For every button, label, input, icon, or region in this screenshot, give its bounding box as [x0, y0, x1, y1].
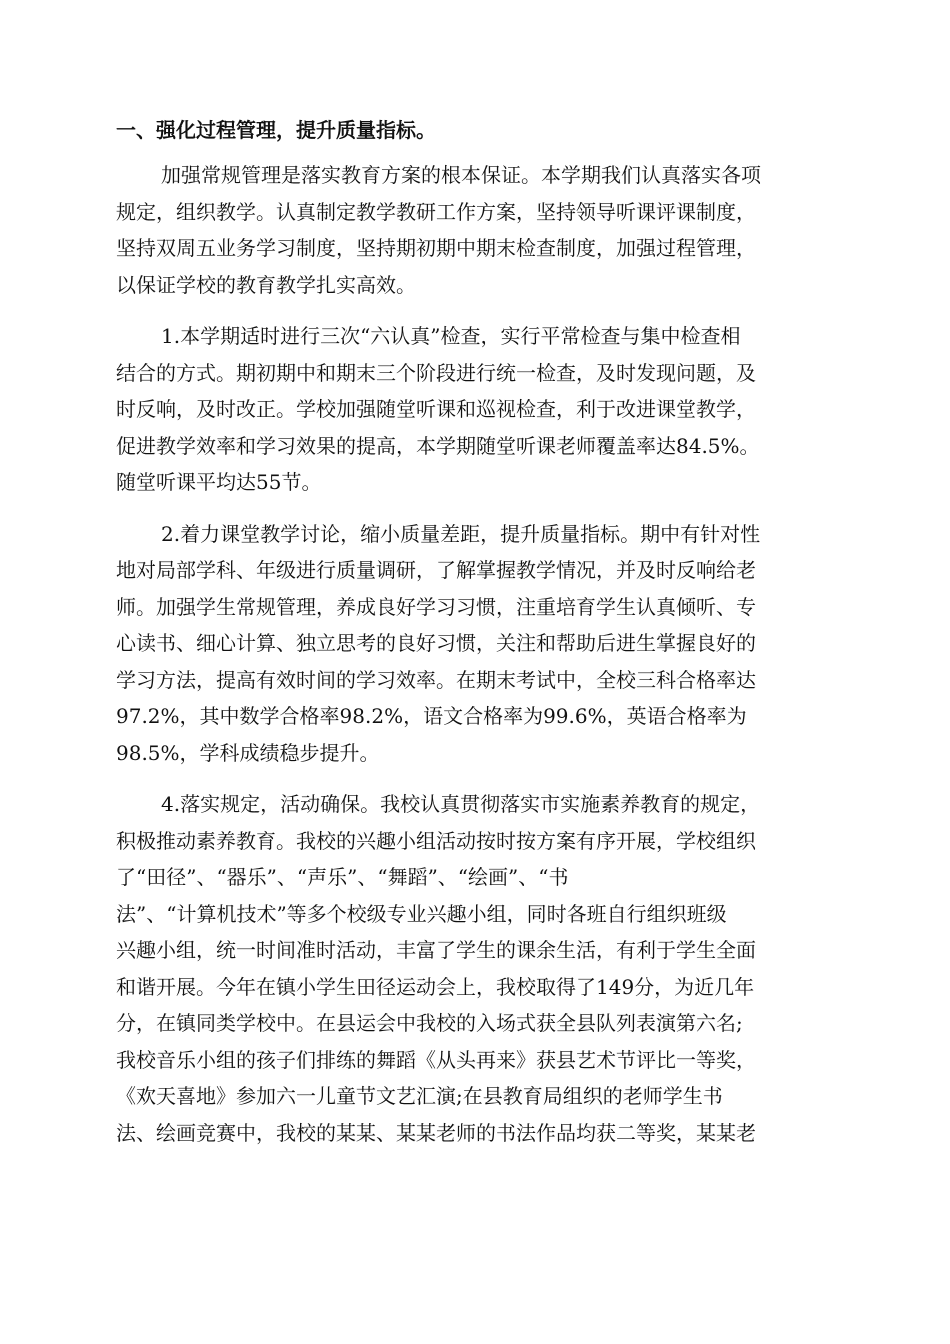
paragraph-line: 心读书、细心计算、独立思考的良好习惯，关注和帮助后进生掌握良好的	[116, 631, 756, 655]
document-page	[116, 112, 834, 1166]
paragraph-line: 随堂听课平均达55节。	[116, 470, 322, 494]
paragraph-line: 法、绘画竞赛中，我校的某某、某某老师的书法作品均获二等奖，某某老	[116, 1120, 756, 1145]
paragraph-line: 促进教学效率和学习效果的提高，本学期随堂听课老师覆盖率达84.5%。	[116, 433, 760, 458]
paragraph	[116, 786, 834, 1151]
paragraph-line: 积极推动素养教育。我校的兴趣小组活动按时按方案有序开展，学校组织	[116, 828, 756, 853]
paragraph-line: 学习方法，提高有效时间的学习效率。在期末考试中，全校三科合格率达	[116, 667, 756, 692]
paragraph	[116, 157, 834, 303]
paragraph-line: 规定，组织教学。认真制定教学教研工作方案，坚持领导听课评课制度，	[116, 199, 756, 224]
paragraph	[116, 516, 834, 772]
paragraph-line: 坚持双周五业务学习制度，坚持期初期中期末检查制度，加强过程管理，	[116, 236, 756, 260]
paragraph-line: 时反响，及时改正。学校加强随堂听课和巡视检查，利于改进课堂教学，	[116, 397, 756, 421]
document-body	[116, 157, 834, 1151]
paragraph-line: 分，在镇同类学校中。在县运会中我校的入场式获全县队列表演第六名;	[116, 1011, 743, 1035]
paragraph-line: 兴趣小组，统一时间准时活动，丰富了学生的课余生活，有利于学生全面	[116, 938, 756, 962]
paragraph-line: 4.落实规定，活动确保。我校认真贯彻落实市实施素养教育的规定，	[161, 792, 761, 816]
paragraph-line: 1.本学期适时进行三次“六认真”检查，实行平常检查与集中检查相	[161, 324, 741, 348]
paragraph-line: 地对局部学科、年级进行质量调研，了解掌握教学情况，并及时反响给老	[116, 558, 756, 582]
paragraph-line: 98.5%，学科成绩稳步提升。	[116, 740, 380, 765]
paragraph-line: 97.2%，其中数学合格率98.2%，语文合格率为99.6%，英语合格率为	[116, 704, 747, 728]
paragraph-line: 师。加强学生常规管理，养成良好学习习惯，注重培育学生认真倾听、专	[116, 594, 756, 619]
paragraph-line: 我校音乐小组的孩子们排练的舞蹈《从头再来》获县艺术节评比一等奖，	[116, 1047, 756, 1072]
paragraph-line: 了“田径”、“器乐”、“声乐”、“舞蹈”、“绘画”、“书	[116, 865, 569, 889]
section-heading: 一、强化过程管理，提升质量指标。	[116, 118, 436, 142]
paragraph-line: 结合的方式。期初期中和期末三个阶段进行统一检查，及时发现问题，及	[116, 360, 756, 385]
paragraph-line: 以保证学校的教育教学扎实高效。	[116, 272, 416, 297]
paragraph-line: 加强常规管理是落实教育方案的根本保证。本学期我们认真落实各项	[161, 163, 761, 187]
paragraph-line: 和谐开展。今年在镇小学生田径运动会上，我校取得了149分，为近几年	[116, 974, 755, 999]
paragraph-line: 2.着力课堂教学讨论，缩小质量差距，提升质量指标。期中有针对性	[161, 521, 761, 546]
paragraph-line: 法”、“计算机技术”等多个校级专业兴趣小组，同时各班自行组织班级	[116, 901, 727, 926]
paragraph	[116, 318, 834, 501]
paragraph-line: 《欢天喜地》参加六一儿童节文艺汇演;在县教育局组织的老师学生书	[116, 1084, 723, 1108]
